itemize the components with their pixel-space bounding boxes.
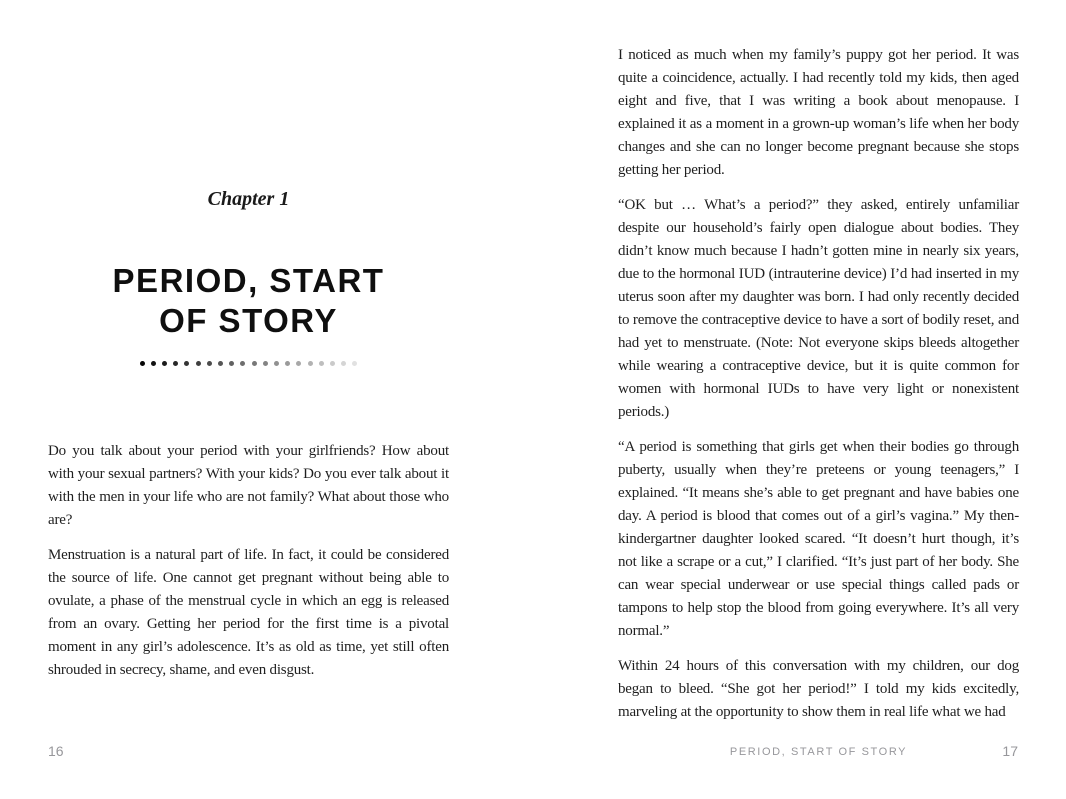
ornament-dot bbox=[296, 361, 301, 366]
ornament-dot bbox=[352, 361, 357, 366]
running-footer-title: PERIOD, START OF STORY bbox=[729, 746, 908, 758]
ornament-dot bbox=[330, 361, 335, 366]
chapter-title-line2: OF STORY bbox=[159, 302, 338, 339]
paragraph: I noticed as much when my family’s puppy got her period. It was quite a coincidence, actually. I had recently told my kids, then aged eight and five, that I was writing a book about menopause. I explained it as a moment in a grown-up woman’s life when her body changes and she can no longer become pregnant because she stops getting her period. bbox=[618, 47, 1019, 178]
left-page bbox=[48, 0, 449, 799]
page-number-right: 17 bbox=[1002, 743, 1018, 759]
ornament-dot bbox=[252, 361, 257, 366]
chapter-title-line1: PERIOD, START bbox=[112, 262, 385, 299]
chapter-title bbox=[48, 261, 449, 341]
ornament-dot bbox=[218, 361, 223, 366]
paragraph: “A period is something that girls get when their bodies go through puberty, usually when they’re preteens or young teenagers,” I explained. “It means she’s able to get pregnant and have babies one day. A period is blood that comes out of a girl’s vagina.” My then-kindergartner daughter looked scared. “It doesn’t hurt though, it’s not like a scrape or a cut,” I clarified. “It’s just part of her body. She can wear special underwear or use special things called pads or tampons to help stop the blood from going everywhere. It’s all very normal.” bbox=[618, 439, 1019, 639]
right-page bbox=[618, 0, 1019, 799]
chapter-number-label: Chapter 1 bbox=[207, 188, 290, 210]
title-dots-ornament bbox=[48, 359, 449, 367]
ornament-dot bbox=[229, 361, 234, 366]
ornament-dot bbox=[274, 361, 279, 366]
ornament-dot bbox=[308, 361, 313, 366]
paragraph: “OK but … What’s a period?” they asked, entirely unfamiliar despite our household’s fairly open dialogue about bodies. They didn’t know much because I hadn’t gotten mine in nearly six years, due to the hormonal IUD (intrauterine device) I’d had inserted in my uterus soon after my daughter was born. I had only recently decided to remove the contraceptive device to have a sort of bodily reset, and had yet to menstruate. (Note: Not everyone skips bleeds altogether while wearing a contraceptive device, but it is quite common for women with hormonal IUDs to have very light or nonexistent periods.) bbox=[618, 197, 1019, 420]
ornament-dot bbox=[140, 361, 145, 366]
ornament-dot bbox=[240, 361, 245, 366]
page-number-left: 16 bbox=[48, 743, 64, 759]
ornament-dot bbox=[162, 361, 167, 366]
paragraph: Menstruation is a natural part of life. In fact, it could be considered the source of life. One cannot get pregnant without being able to ovulate, a phase of the menstrual cycle in which an egg is released from an ovary. Getting her period for the first time is a pivotal moment in any girl’s adolescence. It’s as old as time, yet still often shrouded in secrecy, shame, and even disgust. bbox=[48, 547, 449, 678]
right-page-body bbox=[618, 44, 1019, 724]
ornament-dot bbox=[341, 361, 346, 366]
left-page-body bbox=[48, 440, 449, 682]
ornament-dot bbox=[207, 361, 212, 366]
ornament-dot bbox=[196, 361, 201, 366]
paragraph: Do you talk about your period with your girlfriends? How about with your sexual partners? With your kids? Do you ever talk about it with the men in your life who are not family? What about those who are? bbox=[48, 443, 449, 528]
ornament-dot bbox=[263, 361, 268, 366]
paragraph: Within 24 hours of this conversation with my children, our dog began to bleed. “She got her period!” I told my kids excitedly, marveling at the opportunity to show them in real life what we had bbox=[618, 658, 1019, 720]
ornament-dot bbox=[285, 361, 290, 366]
ornament-dot bbox=[173, 361, 178, 366]
ornament-dot bbox=[151, 361, 156, 366]
ornament-dot bbox=[319, 361, 324, 366]
ornament-dot bbox=[184, 361, 189, 366]
